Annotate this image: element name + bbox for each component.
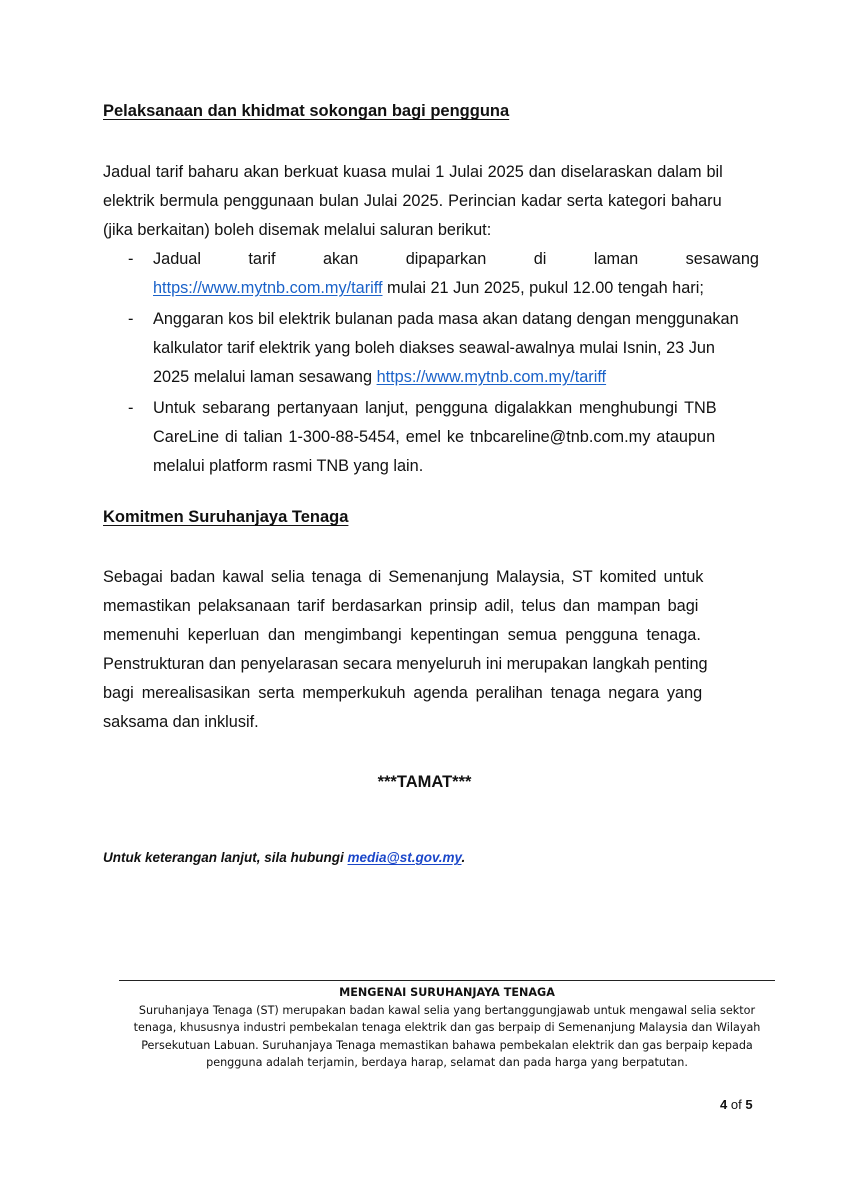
paragraph-line-text: Sebagai badan kawal selia tenaga di Semenanjung Malaysia, ST komited untuk: [103, 568, 704, 586]
bullet-line: melalui platform rasmi TNB yang lain.: [153, 457, 424, 475]
contact-text: Untuk keterangan lanjut, sila hubungi: [103, 850, 348, 865]
paragraph-line: [103, 621, 759, 650]
bullet-line: Untuk sebarang pertanyaan lanjut, pengguna digalakkan menghubungi TNB: [153, 399, 717, 417]
paragraph-line: saksama dan inklusif.: [103, 713, 259, 731]
intro-line: [103, 158, 759, 187]
tariff-link[interactable]: https://www.mytnb.com.my/tariff: [153, 279, 383, 297]
footer-line: tenaga, khususnya industri pembekalan tenaga elektrik dan gas berpaip di Semenanjung Malaysia dan Wilayah: [133, 1021, 761, 1034]
end-marker: ***TAMAT***: [377, 773, 472, 791]
bullet-line: Anggaran kos bil elektrik bulanan pada masa akan datang dengan menggunakan: [153, 310, 739, 328]
footer-line: Suruhanjaya Tenaga (ST) merupakan badan kawal selia yang bertanggungjawab untuk mengawal selia sektor: [138, 1003, 756, 1017]
bullet-text: mulai 21 Jun 2025, pukul 12.00 tengah hari;: [382, 279, 704, 297]
word: Jadual: [153, 250, 201, 268]
about-footer: [119, 984, 775, 1072]
contact-suffix: .: [461, 850, 466, 865]
list-item: [103, 305, 759, 392]
bullet-dash: -: [128, 250, 134, 268]
paragraph-line-text: memenuhi keperluan dan mengimbangi kepentingan semua pengguna tenaga.: [103, 626, 701, 644]
paragraph-line: [103, 679, 759, 708]
section-heading-komitmen: Komitmen Suruhanjaya Tenaga: [103, 508, 349, 526]
bullet-line: [153, 274, 759, 303]
intro-line-text: Jadual tarif baharu akan berkuat kuasa mulai 1 Julai 2025 dan diselaraskan dalam bil: [103, 163, 723, 181]
bullet-text: 2025 melalui laman sesawang: [153, 368, 377, 386]
bullet-line: [153, 334, 759, 363]
bullet-line: [153, 245, 759, 274]
bullet-line: [153, 363, 759, 392]
footer-title: MENGENAI SURUHANJAYA TENAGA: [339, 986, 555, 999]
word: di: [533, 250, 547, 268]
paragraph-line-text: memastikan pelaksanaan tarif berdasarkan prinsip adil, telus dan mampan bagi: [103, 597, 699, 615]
footer-line: Persekutuan Labuan. Suruhanjaya Tenaga memastikan bahawa pembekalan elektrik dan gas berpaip kepada: [141, 1038, 753, 1052]
footer-line: pengguna adalah terjamin, berdaya harap, selamat dan pada harga yang berpatutan.: [206, 1056, 688, 1069]
bullet-dash: -: [128, 310, 134, 328]
paragraph-line: [103, 563, 759, 592]
intro-line: elektrik bermula penggunaan bulan Julai 2025. Perincian kadar serta kategori baharu: [103, 192, 722, 210]
footer-divider: [119, 980, 775, 981]
bullet-text: kalkulator tarif elektrik yang boleh diakses seawal-awalnya mulai Isnin, 23 Jun: [153, 339, 715, 357]
paragraph-line-text: bagi merealisasikan serta memperkukuh agenda peralihan tenaga negara yang: [103, 684, 703, 702]
media-email-link[interactable]: media@st.gov.my: [347, 850, 462, 865]
list-item: [103, 245, 759, 303]
commitment-paragraph: [103, 563, 759, 737]
paragraph-line-text: Penstrukturan dan penyelarasan secara menyeluruh ini merupakan langkah penting: [103, 655, 708, 673]
word: laman: [593, 250, 639, 268]
word: akan: [322, 250, 359, 268]
page-current: 4: [720, 1097, 728, 1112]
section-heading-pelaksanaan: Pelaksanaan dan khidmat sokongan bagi pengguna: [103, 102, 510, 120]
word: sesawang: [685, 250, 759, 268]
paragraph-line: [103, 650, 759, 679]
paragraph-line: [103, 592, 759, 621]
channel-list: [103, 245, 759, 481]
bullet-dash: -: [128, 399, 134, 417]
contact-line: [103, 850, 465, 865]
list-item: [103, 394, 759, 481]
page-separator: of: [730, 1097, 742, 1112]
bullet-line: CareLine di talian 1-300-88-5454, emel ke tnbcareline@tnb.com.my ataupun: [153, 428, 716, 446]
page-total: 5: [745, 1097, 753, 1112]
word: tarif: [248, 250, 276, 268]
page-number: [720, 1097, 753, 1112]
word: dipaparkan: [405, 250, 487, 268]
intro-paragraph: [103, 158, 759, 245]
intro-line: (jika berkaitan) boleh disemak melalui saluran berikut:: [103, 221, 492, 239]
tariff-calculator-link[interactable]: https://www.mytnb.com.my/tariff: [376, 368, 607, 386]
